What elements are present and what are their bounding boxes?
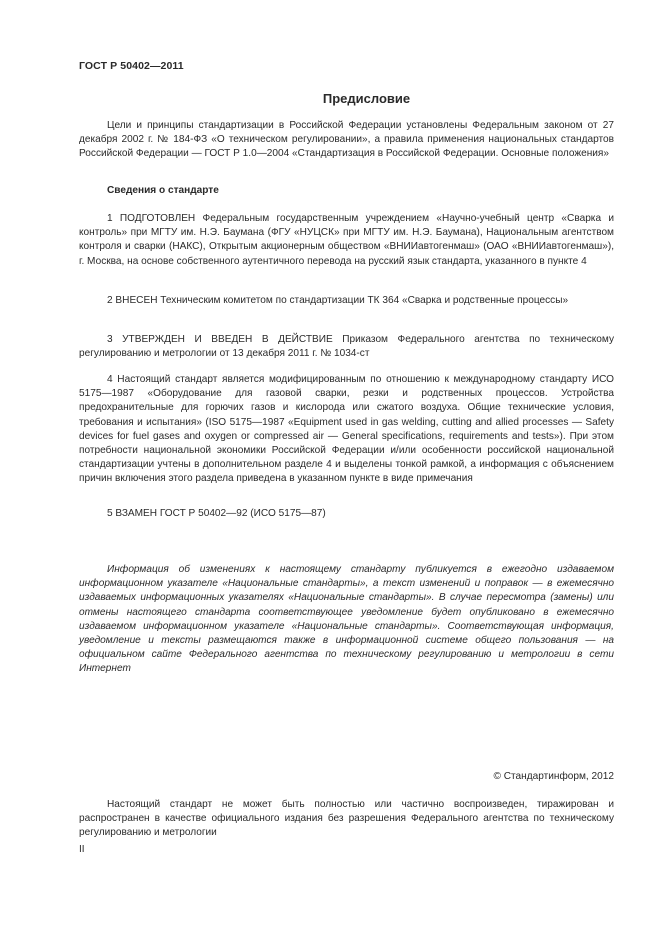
copyright-line: © Стандартинформ, 2012 — [493, 771, 614, 782]
intro-paragraph: Цели и принципы стандартизации в Российской Федерации установлены Федеральным законом от 27 декабря 2002 г. № 184-ФЗ «О техническом регулировании», а правила применения национальных стандартов Российской Федерации — ГОСТ Р 1.0—2004 «Стандартизация в Российской Федерации. Основные положения» — [79, 120, 614, 160]
reproduction-notice: Настоящий стандарт не может быть полностью или частично воспроизведен, тиражирован и распространен в качестве официального издания без разрешения Федерального агентства по техническому регулированию и метрологии — [79, 799, 614, 839]
changes-information-notice: Информация об изменениях к настоящему стандарту публикуется в ежегодно издаваемом информационном указателе «Национальные стандарты», а текст изменений и поправок — в ежемесячно издаваемых информационных указателях «Национальные стандарты». В случае пересмотра (замены) или отмены настоящего стандарта соответствующее уведомление будет опубликовано в ежемесячно издаваемом информационном указателе «Национальные стандарты». Соответствующая информация, уведомление и тексты размещаются также в информационной системе общего пользования — на официальном сайте Федерального агентства по техническому регулированию и метрологии в сети Интернет — [79, 564, 614, 675]
item-5-replaces: 5 ВЗАМЕН ГОСТ Р 50402—92 (ИСО 5175—87) — [107, 508, 326, 519]
document-header-id: ГОСТ Р 50402—2011 — [79, 60, 184, 72]
section-title: Предисловие — [322, 91, 411, 106]
page-number: II — [79, 844, 85, 855]
item-4-modification: 4 Настоящий стандарт является модифицированным по отношению к международному стандарту ИСО 5175—1987 «Оборудование для газовой сварки, резки и родственных процессов. Устройства предохранительные для горючих газов и кислорода или сжатого воздуха. Общие технические условия, требования и испытания» (ISO 5175—1987 «Equipment used in gas welding, cutting and allied processes — Safety devices for fuel gases and oxygen or compressed air — General specifications, requirements and tests»). При этом потребности национальной экономики Российской Федерации и/или особенности российской национальной стандартизации учтены в дополнительном разделе 4 и выделены тонкой рамкой, а информация с объяснением причин включения этого раздела приведена в указанном пункте в виде примечания — [79, 374, 614, 485]
item-3-approved: 3 УТВЕРЖДЕН И ВВЕДЕН В ДЕЙСТВИЕ Приказом Федерального агентства по техническому регулированию и метрологии от 13 декабря 2011 г. № 1034-ст — [79, 334, 614, 360]
item-1-prepared: 1 ПОДГОТОВЛЕН Федеральным государственным учреждением «Научно-учебный центр «Сварка и контроль» при МГТУ им. Н.Э. Баумана (ФГУ «НУЦСК» при МГТУ им. Н.Э. Баумана), Национальным агентством контроля и сварки (НАКС), Открытым акционерным обществом «ВНИИавтогенмаш» (ОАО «ВНИИавтогенмаш»), г. Москва, на основе собственного аутентичного перевода на русский язык стандарта, указанного в пункте 4 — [79, 213, 614, 267]
item-2-submitted: 2 ВНЕСЕН Техническим комитетом по стандартизации ТК 364 «Сварка и родственные процессы» — [107, 295, 569, 306]
standard-info-heading: Сведения о стандарте — [107, 185, 219, 196]
